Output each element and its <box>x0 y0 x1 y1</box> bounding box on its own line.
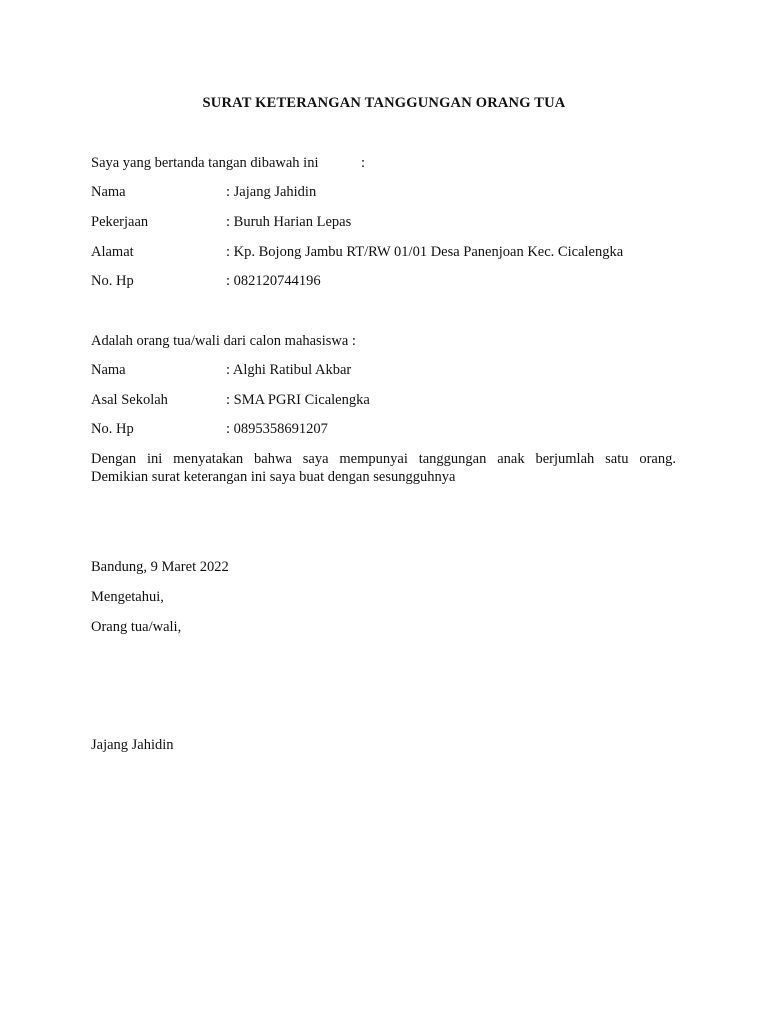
student-phone-label: No. Hp <box>91 421 134 437</box>
parent-name-value: : Jajang Jahidin <box>226 184 317 200</box>
signer-name: Jajang Jahidin <box>91 737 174 753</box>
student-school-value: : SMA PGRI Cicalengka <box>226 392 370 408</box>
student-school-label: Asal Sekolah <box>91 392 168 408</box>
place-date: Bandung, 9 Maret 2022 <box>91 559 229 575</box>
student-intro-text: Adalah orang tua/wali dari calon mahasiswa : <box>91 333 356 349</box>
student-name-value: : Alghi Ratibul Akbar <box>226 362 352 378</box>
signer-role: Orang tua/wali, <box>91 619 182 635</box>
letter-title: SURAT KETERANGAN TANGGUNGAN ORANG TUA <box>202 95 566 111</box>
intro-colon: : <box>361 155 366 171</box>
student-phone-value: : 0895358691207 <box>226 421 328 437</box>
parent-phone-label: No. Hp <box>91 273 134 289</box>
parent-address-value: : Kp. Bojong Jambu RT/RW 01/01 Desa Panenjoan Kec. Cicalengka <box>226 244 624 260</box>
statement-line-2: Demikian surat keterangan ini saya buat dengan sesungguhnya <box>91 469 456 485</box>
parent-job-label: Pekerjaan <box>91 214 149 230</box>
intro-text: Saya yang bertanda tangan dibawah ini <box>91 155 319 171</box>
parent-name-label: Nama <box>91 184 126 200</box>
acknowledged-text: Mengetahui, <box>91 589 164 605</box>
parent-phone-value: : 082120744196 <box>226 273 321 289</box>
parent-address-label: Alamat <box>91 244 134 260</box>
statement-line-1: Dengan ini menyatakan bahwa saya mempunyai tanggungan anak berjumlah satu orang. <box>91 451 676 467</box>
student-name-label: Nama <box>91 362 126 378</box>
statement-paragraph <box>91 450 676 486</box>
parent-job-value: : Buruh Harian Lepas <box>226 214 352 230</box>
